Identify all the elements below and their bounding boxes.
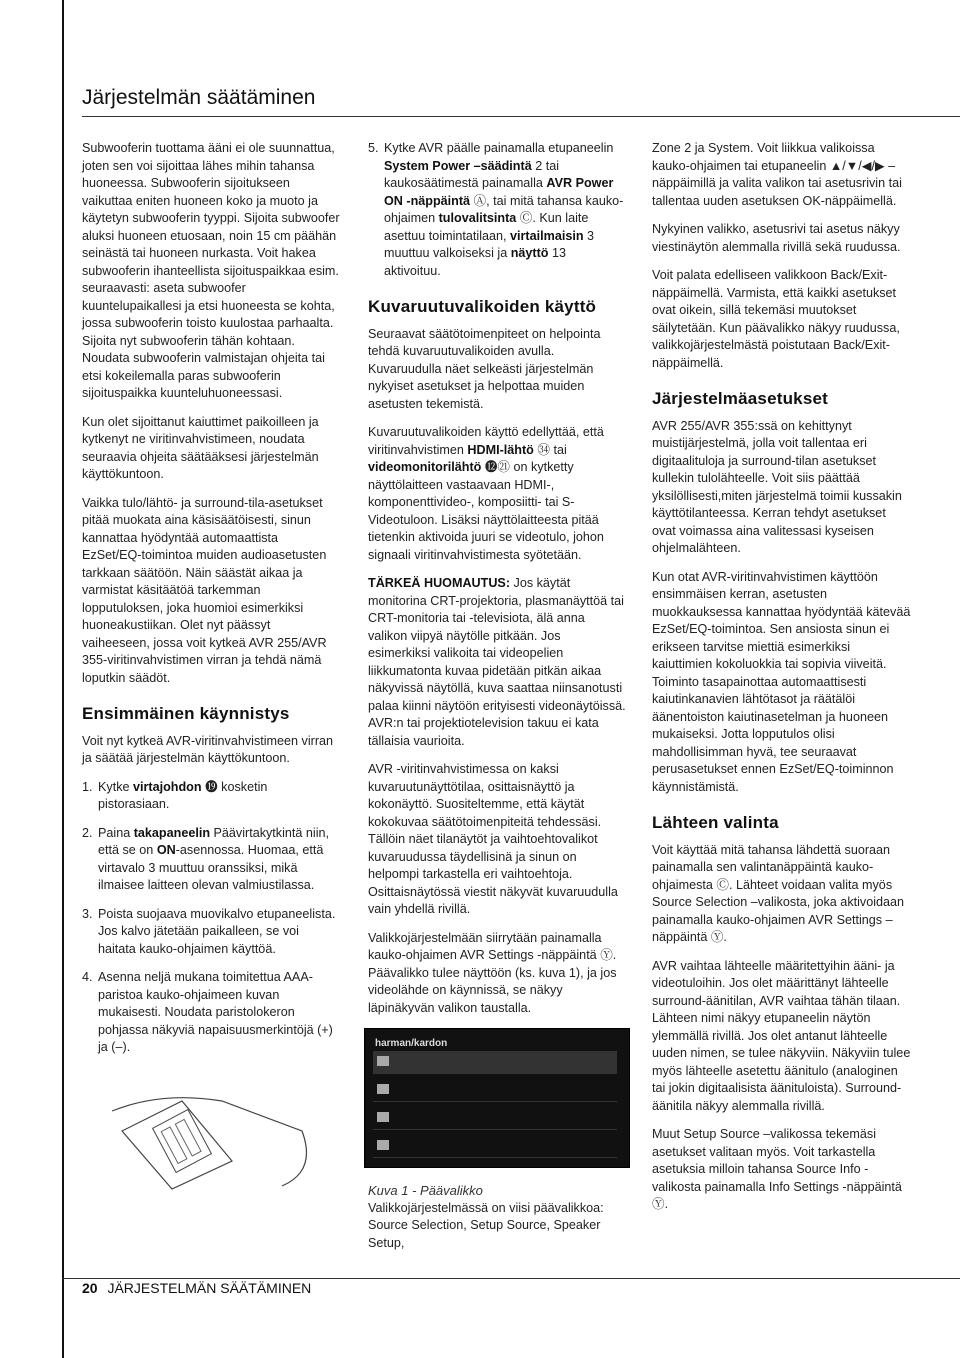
main-menu-screenshot: [364, 1028, 630, 1168]
step-number: 2.: [82, 825, 93, 840]
step-number: 5.: [368, 141, 379, 155]
page-footer: [82, 1280, 311, 1296]
figure-caption: Valikkojärjestelmässä on viisi päävalikkoa: Source Selection, Setup Source, Speaker Setup,: [368, 1200, 604, 1250]
menu-item: [373, 1107, 617, 1130]
paragraph: Seuraavat säätötoimenpiteet on helpointa tehdä kuvaruutuvalikoiden avulla. Kuvaruudulla näet selkeästi järjestelmän nykyiset asetukset ja helpottaa muiden asetusten tekemistä.: [368, 326, 601, 411]
brand-logo: harman/kardon: [375, 1038, 448, 1049]
column-2: [368, 140, 626, 1263]
step-number: 3.: [82, 906, 93, 921]
step-text: Asenna neljä mukana toimitettua AAA-paristoa kauko-ohjaimeen kuvan mukaisesti. Noudata paristolokeron pohjassa näkyviä napaisuusmerkintöjä (+) ja (–).: [98, 970, 333, 1054]
paragraph: AVR -viritinvahvistimessa on kaksi kuvaruutunäyttötilaa, osittaisnäyttö ja kokonäyttö. Suositeltemme, että käytät kokokuvaa säätötoimenpiteitä tehdessäsi. Tällöin näet tilanäytöt ja vaihtoehtovalikot kuvaruudussa täydellisinä ja sinun on helpompi tarkastella eri vaihtoehtoja. Osittaisnäytössä viestit näkyvät kuvaruudulla vain yhdellä rivillä.: [368, 762, 618, 916]
paragraph: TÄRKEÄ HUOMAUTUS: Jos käytät monitorina CRT-projektoria, plasmanäyttöä tai CRT-monitoria tai -televisiota, älä anna valikon viipyä näytölle pitkään. Jos esimerkiksi valikoita tai videopelien liikkumatonta kuvaa pidetään pitkän aikaa näkyvissä näytöllä, kuva saattaa niinsanotusti palaa kiinni näytöön erityisesti videonäytöissä. AVR:n tai projektiotelevision takuu ei kata tällaisia vaurioita.: [368, 576, 626, 748]
paragraph: Zone 2 ja System. Voit liikkua valikoissa kauko-ohjaimen tai etupaneelin ▲/▼/◀/▶ –näppäimillä ja valita valikon tai asetusrivin tai tallentaa uuden asetuksen OK-näppäimellä.: [652, 141, 902, 208]
step-text: Paina takapaneelin Päävirtakytkintä niin, että se on ON-asennossa. Huomaa, että virtavalo 3 muuttuu oranssiksi, mikä ilmaisee laitteen olevan valmiustilassa.: [98, 825, 330, 892]
paragraph: Kun olet sijoittanut kaiuttimet paikoilleen ja kytkenyt ne viritinvahvistimeen, noudata seuraavia ohjeita säätääksesi järjestelmän käyttökuntoon.: [82, 414, 319, 481]
step-2: [82, 825, 340, 895]
column-3: [652, 140, 912, 1225]
paragraph: Sijoita nyt subwooferin tähän kohtaan. Noudata subwooferin valmistajan ohjeita tai etsi kokeilemalla paras subwooferin sijoituspaikka kuunteluhuoneessasi.: [82, 333, 325, 400]
step-3: [82, 906, 340, 959]
paragraph: Kun otat AVR-viritinvahvistimen käyttöön ensimmäisen kerran, asetusten muokkauksessa kannattaa hyödyntää kätevää EzSet/EQ-toimintoa. Sen ansiosta sinun ei erikseen tarvitse miettiä esimerkiksi kaiuttimien kokoluokkia tai sopivia viiveitä. Toiminto tasapainottaa automaattisesti kaiutinkanavien lähtötasot ja räätälöi äänentoiston kaiutinasetelman ja huoneen mukaiseksi. Jotta lopputulos olisi mahdollisimman hyvä, tee seuraavat perusasetukset ennen EzSet/EQ-toiminnon käynnistämistä.: [652, 569, 911, 794]
step-1: [82, 779, 340, 814]
paragraph: Voit käyttää mitä tahansa lähdettä suoraan painamalla sen valintanäppäintä kauko-ohjaimesta Ⓒ. Lähteet voidaan valita myös Source Selection –valikosta, joka aktivoidaan painamalla kauko-ohjaimen AVR Settings –näppäintä Ⓨ.: [652, 842, 905, 944]
step-number: 1.: [82, 779, 93, 794]
section-heading: Järjestelmäasetukset: [652, 389, 829, 408]
page-title: Järjestelmän säätäminen: [82, 86, 316, 109]
step-4: [82, 969, 340, 1057]
remote-battery-illustration: [102, 1071, 340, 1197]
title-divider: [82, 116, 960, 117]
section-heading: Kuvaruutuvalikoiden käyttö: [368, 297, 597, 316]
paragraph: AVR vaihtaa lähteelle määritettyihin ääni- ja videotuloihin. Jos olet määrittänyt lähteelle surround-äänitilan, AVR vaihtaa tähän tilaan. Lähteen nimi näkyy etupaneelin näytön ylemmällä rivillä. Jos olet antanut lähteelle uuden nimen, se tulee näkyviin. Näkyviin tulee myös lähteelle asetettu äänitulo (analoginen tai jokin digitaalisista äänituloista). Surround-äänitila näkyy alemmalla rivillä.: [652, 958, 911, 1113]
menu-item: [373, 1135, 617, 1158]
step-text: Kytke virtajohdon ⓳ kosketin pistorasiaan.: [98, 779, 268, 811]
paragraph: Subwooferin tuottama ääni ei ole suunnattua, joten sen voi sijoittaa lähes mihin tahansa huoneessa. Subwooferin sijoitukseen vaikuttaa eniten huoneen koko ja muoto ja käytetyn subwooferin tyyppi. Sijoita subwoofer aluksi huoneen etuosaan, noin 15 cm päähän seinästä tai huoneen nurkasta. Voit hakea subwooferin ihanteellista sijoituspaikkaa esim. seuraavasti: aseta subwoofer kuuntelupaikallesi ja etsi huoneesta se kohta, jossa subwooferin toisto kuulostaa parhaalta.: [82, 141, 340, 330]
step-5: [368, 140, 626, 280]
paragraph: Nykyinen valikko, asetusrivi tai asetus näkyy viestinäytön alemmalla rivillä sekä ruudussa.: [652, 222, 901, 254]
paragraph: Vaikka tulo/lähtö- ja surround-tila-asetukset pitää muokata aina käsisäätöisesti, sinun kannattaa hyödyntää automaattista EzSet/EQ-toimintoa muiden audioasetusten tarkkaan säätöön. Näin säästät aikaa ja varmistat käsitäätöä tarkemman lopputuloksen, joka huomioi esimerkiksi huoneakustiikan. Olet nyt päässyt vaiheeseen, jossa voit kytkeä AVR 255/AVR 355-viritinvahvistimen virran ja tehdä nämä loputkin säädöt.: [82, 495, 327, 685]
left-margin-rule: [62, 0, 64, 1358]
step-text: Poista suojaava muovikalvo etupaneelista. Jos kalvo jätetään paikalleen, se voi haitata kauko-ohjaimen käyttöä.: [98, 906, 336, 956]
section-heading: Lähteen valinta: [652, 813, 779, 832]
footer-section: JÄRJESTELMÄN SÄÄTÄMINEN: [107, 1280, 312, 1296]
footer-rule: [62, 1278, 960, 1279]
paragraph: Kuvaruutuvalikoiden käyttö edellyttää, että viritinvahvistimen HDMI-lähtö ㉞ tai videomonitorilähtö ⓬㉑ on kytketty näyttölaitteen vastaavaan HDMI-, komponenttivideo-, komposiitti- tai S-Videotuloon. Lisäksi näyttölaitteesta pitää tietenkin aktivoida juuri se videotulo, johon signaali viritinvahvistimesta syötetään.: [368, 425, 604, 562]
paragraph: Valikkojärjestelmään siirrytään painamalla kauko-ohjaimen AVR Settings -näppäintä Ⓨ. Päävalikko tulee näyttöön (ks. kuva 1), ja jos videolähde on käynnissä, se näkyy läpinäkyvän valikon taustalla.: [368, 930, 617, 1015]
column-1: [82, 140, 340, 1196]
section-heading: Ensimmäinen käynnistys: [82, 704, 290, 723]
paragraph: Voit nyt kytkeä AVR-viritinvahvistimeen virran ja säätää järjestelmän käyttökuntoon.: [82, 733, 334, 765]
page-number: 20: [82, 1280, 98, 1296]
menu-item: [373, 1051, 617, 1074]
step-text: Kytke AVR päälle painamalla etupaneelin System Power –säädintä 2 tai kaukosäätimestä painamalla AVR Power ON -näppäintä Ⓐ, tai mitä tahansa kauko-ohjaimen tulovalitsinta Ⓒ. Kun laite asettuu toimintatilaan, virtailmaisin 3 muuttuu valkoiseksi ja näyttö 13 aktivoituu.: [384, 141, 624, 278]
step-number: 4.: [82, 970, 93, 984]
paragraph: Voit palata edelliseen valikkoon Back/Exit-näppäimellä. Varmista, että kaikki asetukset ovat oikein, sillä tekemäsi muutokset säilytetään. Kun päävalikko näkyy ruudussa, valikkojärjestelmästä poistutaan Back/Exit-näppäimellä.: [652, 268, 900, 370]
paragraph: Muut Setup Source –valikossa tekemäsi asetukset valitaan myös. Voit tarkastella asetuksia milloin tahansa Source Info -valikosta painamalla Info Settings -näppäintä Ⓨ.: [652, 1127, 902, 1211]
menu-item: [373, 1079, 617, 1102]
figure-caption-title: Kuva 1 - Päävalikko: [368, 1183, 483, 1198]
paragraph: AVR 255/AVR 355:ssä on kehittynyt muistijärjestelmä, jolla voit tallentaa eri digitaalituloja ja surround-tilan asetukset kullekin tulolähteelle. Voit siis päättää yksilöllisesti,miten järjestelmä toimii kussakin käyttötilanteessa. Kerran tehdyt asetukset ovat voimassa aina valitessasi kyseisen ohjelmalähteen.: [652, 418, 902, 555]
